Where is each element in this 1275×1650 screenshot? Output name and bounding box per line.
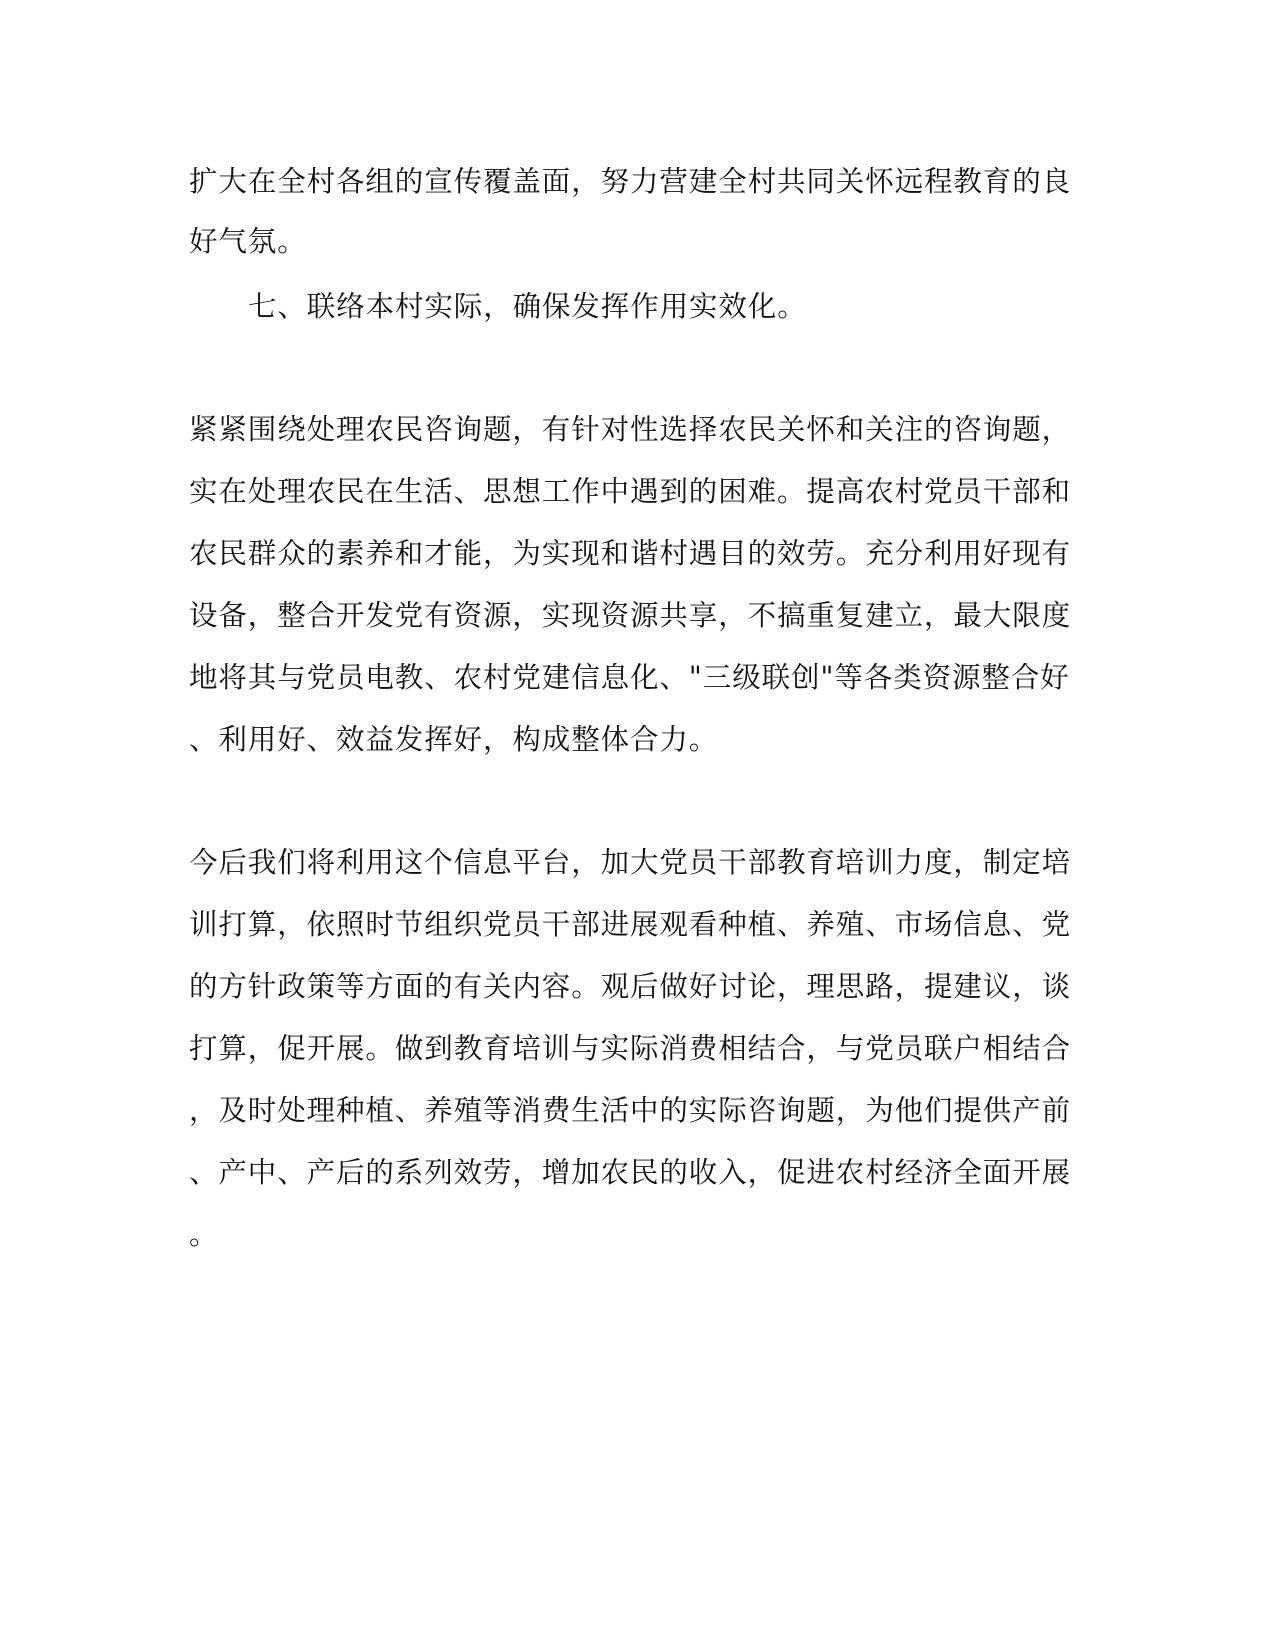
text-line: 农民群众的素养和才能，为实现和谐村遇目的效劳。充分利用好现有 [189, 537, 1072, 570]
text-line: ，及时处理种植、养殖等消费生活中的实际咨询题，为他们提供产前 [189, 1094, 1072, 1127]
text-line: 、利用好、效益发挥好，构成整体合力。 [189, 723, 719, 756]
text-line: 打算，促开展。做到教育培训与实际消费相结合，与党员联户相结合 [189, 1032, 1072, 1065]
text-line: 实在处理农民在生活、思想工作中遇到的困难。提高农村党员干部和 [189, 475, 1072, 508]
text-line: 紧紧围绕处理农民咨询题，有针对性选择农民关怀和关注的咨询题， [189, 413, 1072, 446]
text-line: 今后我们将利用这个信息平台，加大党员干部教育培训力度，制定培 [189, 846, 1072, 879]
text-line: 好气氛。 [189, 225, 307, 258]
text-line: 设备，整合开发党有资源，实现资源共享，不搞重复建立，最大限度 [189, 599, 1072, 632]
text-line: 的方针政策等方面的有关内容。观后做好讨论，理思路，提建议，谈 [189, 970, 1072, 1003]
text-line: 地将其与党员电教、农村党建信息化、"三级联创"等各类资源整合好 [189, 661, 1070, 694]
text-line: 训打算，依照时节组织党员干部进展观看种植、养殖、市场信息、党 [189, 908, 1072, 941]
text-line: 扩大在全村各组的宣传覆盖面，努力营建全村共同关怀远程教育的良 [189, 165, 1072, 198]
text-line: 、产中、产后的系列效劳，增加农民的收入，促进农村经济全面开展 [189, 1156, 1072, 1189]
section-heading: 七、联络本村实际，确保发挥作用实效化。 [248, 290, 807, 323]
text-line: 。 [189, 1218, 219, 1251]
